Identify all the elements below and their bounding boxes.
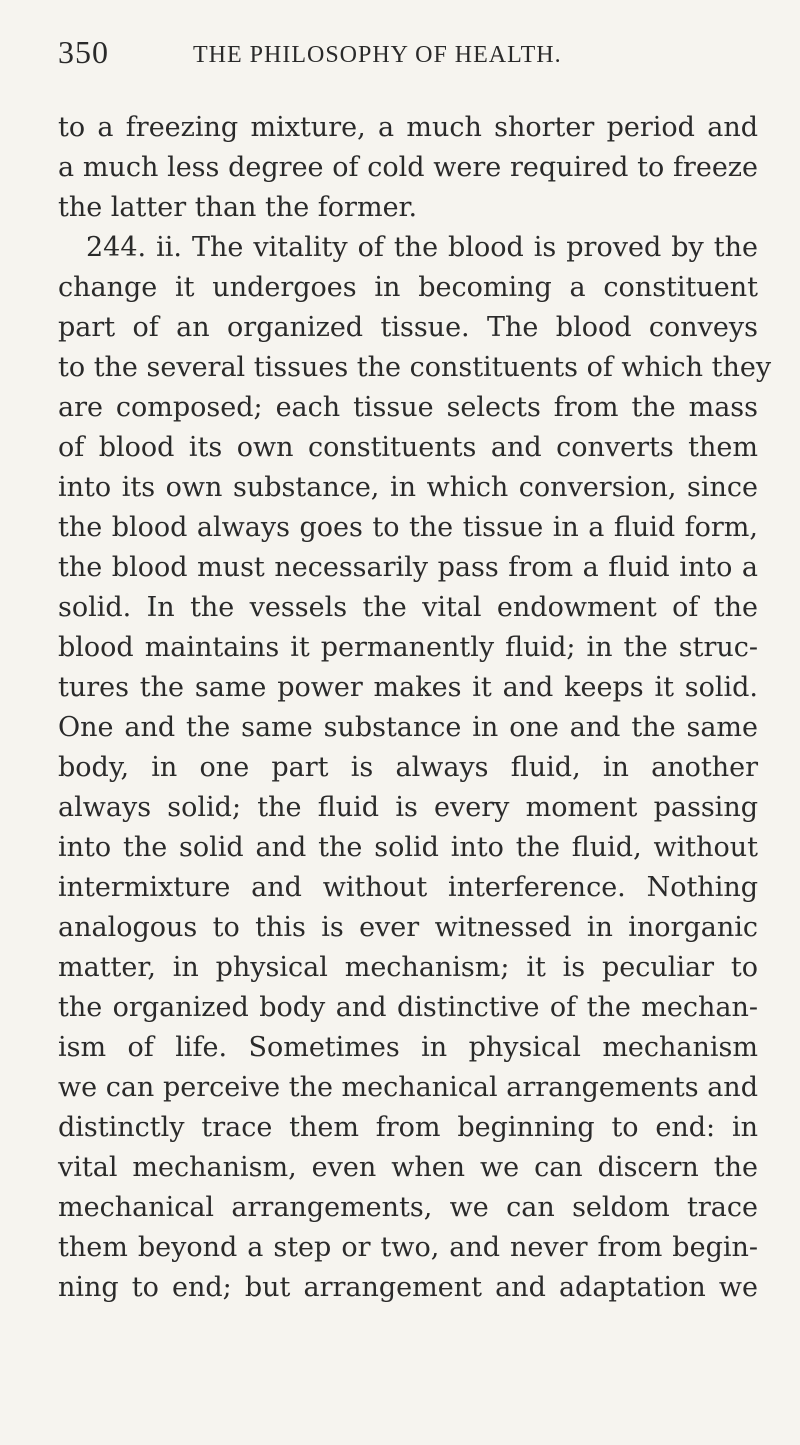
text-line: distinctly trace them from beginning to end: in <box>58 1112 758 1143</box>
text-line: solid. In the vessels the vital endowment of the <box>58 592 758 623</box>
running-title: THE PHILOSOPHY OF HEALTH. <box>193 42 562 68</box>
text-line: 244. ii. The vitality of the blood is proved by the <box>86 232 758 263</box>
text-line: part of an organized tissue. The blood conveys <box>58 312 758 343</box>
text-line: ning to end; but arrangement and adaptation we <box>58 1272 758 1303</box>
text-line: the blood always goes to the tissue in a fluid form, <box>58 512 758 543</box>
text-line: a much less degree of cold were required to freeze <box>58 152 758 183</box>
text-line: them beyond a step or two, and never from begin- <box>58 1232 758 1263</box>
page-header <box>58 26 758 74</box>
text-line: ism of life. Sometimes in physical mechanism <box>58 1032 758 1063</box>
text-line: the latter than the former. <box>58 192 418 223</box>
text-line: the organized body and distinctive of the mechan- <box>58 992 758 1023</box>
paragraph-1 <box>58 108 758 228</box>
text-line: always solid; the fluid is every moment passing <box>58 792 758 823</box>
book-page <box>58 26 772 1308</box>
text-line: the blood must necessarily pass from a fluid into a <box>58 552 758 583</box>
text-line: of blood its own constituents and converts them <box>58 432 758 463</box>
text-line: into the solid and the solid into the fluid, without <box>58 832 758 863</box>
text-line: vital mechanism, even when we can discern the <box>58 1152 758 1183</box>
page-number: 350 <box>58 34 109 70</box>
text-line: intermixture and without interference. Nothing <box>58 872 758 903</box>
text-line: to the several tissues the constituents of which they <box>58 352 772 383</box>
text-line: change it undergoes in becoming a constituent <box>58 272 758 303</box>
paragraph-2 <box>58 228 772 1308</box>
text-line: blood maintains it permanently fluid; in the struc- <box>58 632 758 663</box>
text-line: analogous to this is ever witnessed in inorganic <box>58 912 758 943</box>
text-line: are composed; each tissue selects from the mass <box>58 392 758 423</box>
text-line: matter, in physical mechanism; it is peculiar to <box>58 952 758 983</box>
text-line: One and the same substance in one and the same <box>58 712 758 743</box>
text-line: we can perceive the mechanical arrangements and <box>58 1072 758 1103</box>
body-text <box>58 108 772 1308</box>
text-line: tures the same power makes it and keeps it solid. <box>58 672 758 703</box>
text-line: to a freezing mixture, a much shorter period and <box>58 112 758 143</box>
text-line: body, in one part is always fluid, in another <box>58 752 758 783</box>
text-line: mechanical arrangements, we can seldom trace <box>58 1192 758 1223</box>
text-line: into its own substance, in which conversion, since <box>58 472 758 503</box>
